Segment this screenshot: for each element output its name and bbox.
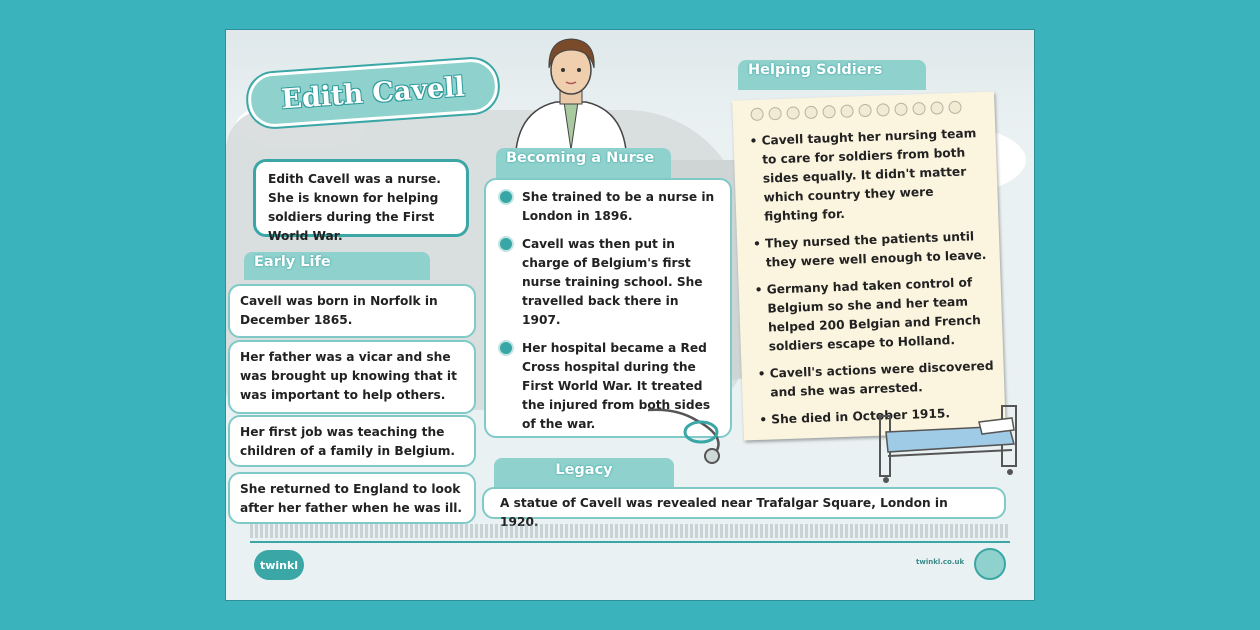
bullet-icon	[500, 191, 512, 203]
bullet-icon	[500, 238, 512, 250]
twinkl-stamp-icon	[974, 548, 1006, 580]
list-item	[498, 235, 720, 330]
becoming-nurse-heading: Becoming a Nurse	[496, 148, 671, 178]
nurse-item-text: Her hospital became a Red Cross hospital during the First World War. It treated the injured from both sides of the war.	[522, 341, 711, 431]
ring-icon	[930, 101, 943, 114]
helping-soldiers-notepad	[732, 92, 1006, 441]
hospital-bed-icon	[874, 392, 1024, 484]
list-item: • Cavell's actions were discovered and she was arrested.	[757, 357, 994, 403]
ring-icon	[786, 106, 799, 119]
list-item: • Cavell taught her nursing team to care for soldiers from both sides equally. It didn't matter which country they were fighting for.	[749, 124, 988, 227]
early-life-item: Her first job was teaching the children of a family in Belgium.	[230, 417, 474, 465]
early-life-heading: Early Life	[244, 252, 430, 280]
ring-icon	[750, 108, 763, 121]
ring-icon	[894, 103, 907, 116]
early-life-item: Her father was a vicar and she was brought up knowing that it was important to help others.	[230, 342, 474, 412]
page-title: Edith Cavell	[280, 71, 466, 115]
intro-text: Edith Cavell was a nurse. She is known for helping soldiers during the First World War.	[256, 162, 466, 234]
stethoscope-icon	[646, 406, 736, 466]
ring-icon	[876, 103, 889, 116]
ring-icon	[804, 106, 817, 119]
ring-icon	[840, 104, 853, 117]
list-item: • They nursed the patients until they were well enough to leave.	[753, 227, 990, 273]
list-item: • Germany had taken control of Belgium so she and her team helped 200 Belgian and French soldiers escape to Holland.	[754, 273, 993, 357]
ring-icon	[768, 107, 781, 120]
early-life-item: She returned to England to look after her father when he was ill.	[230, 474, 474, 522]
helping-soldiers-heading: Helping Soldiers	[738, 60, 926, 90]
helping-soldiers-list	[749, 124, 996, 438]
becoming-nurse-list	[486, 180, 730, 436]
fine-print	[250, 524, 1010, 538]
ring-icon	[948, 101, 961, 114]
notepad-rings	[750, 101, 961, 121]
nurse-item-text: Cavell was then put in charge of Belgium's first nurse training school. She travelled back there in 1907.	[522, 237, 703, 327]
edith-cavell-portrait	[506, 30, 636, 150]
ring-icon	[912, 102, 925, 115]
ring-icon	[858, 104, 871, 117]
footer-divider	[250, 541, 1010, 543]
nurse-item-text: She trained to be a nurse in London in 1896.	[522, 190, 715, 223]
early-life-item: Cavell was born in Norfolk in December 1865.	[230, 286, 474, 336]
legacy-heading: Legacy	[494, 458, 674, 488]
list-item: • She died in October 1915.	[759, 403, 996, 430]
footer-url[interactable]: twinkl.co.uk	[916, 558, 965, 566]
bullet-icon	[500, 342, 512, 354]
poster	[226, 30, 1034, 600]
ring-icon	[822, 105, 835, 118]
legacy-text: A statue of Cavell was revealed near Trafalgar Square, London in 1920.	[484, 489, 1004, 517]
list-item	[498, 188, 720, 226]
twinkl-logo[interactable]: twinkl	[254, 550, 304, 580]
